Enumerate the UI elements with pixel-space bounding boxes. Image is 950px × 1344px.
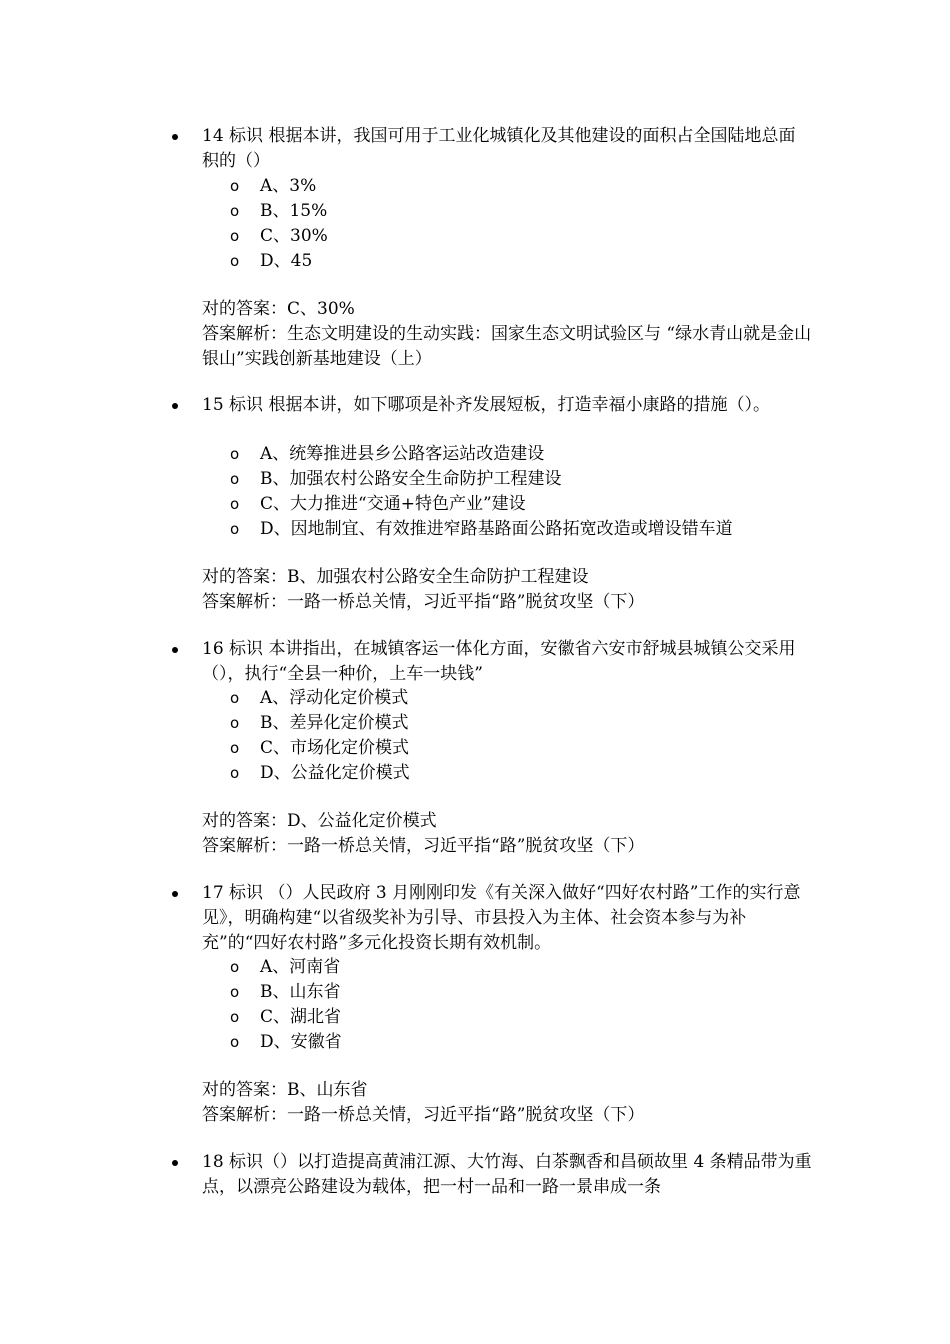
option-marker: o xyxy=(230,689,240,707)
correct-answer: 对的答案：B、山东省 xyxy=(202,1080,368,1100)
question-stem: 18 标识（）以打造提高黄浦江源、大竹海、白茶飘香和昌硕故里 4 条精品带为重点，以漂亮公路建设为载体，把一村一品和一路一景串成一条 xyxy=(202,1152,812,1197)
option-marker: o xyxy=(230,764,240,782)
option-d: o D、安徽省 xyxy=(0,1030,950,1055)
correct-answer: 对的答案：D、公益化定价模式 xyxy=(202,811,437,831)
question-stem: 14 标识 根据本讲，我国可用于工业化城镇化及其他建设的面积占全国陆地总面积的（） xyxy=(202,126,796,171)
option-d: o D、因地制宜、有效推进窄路基路面公路拓宽改造或增设错车道 xyxy=(0,517,950,542)
option-marker: o xyxy=(230,1033,240,1051)
option-marker: o xyxy=(230,495,240,513)
option-c: o C、市场化定价模式 xyxy=(0,736,950,761)
answer-analysis: 答案解析：一路一桥总关情，习近平指“路”脱贫攻坚（下） xyxy=(202,592,645,612)
option-marker: o xyxy=(230,520,240,538)
bullet-icon xyxy=(170,127,182,139)
option-b: o B、山东省 xyxy=(0,980,950,1005)
option-a: o A、3% xyxy=(0,174,950,199)
option-b: o B、加强农村公路安全生命防护工程建设 xyxy=(0,467,950,492)
option-b: o B、差异化定价模式 xyxy=(0,711,950,736)
question-stem: 15 标识 根据本讲，如下哪项是补齐发展短板，打造幸福小康路的措施（）。 xyxy=(202,395,770,415)
option-marker: o xyxy=(230,739,240,757)
correct-answer: 对的答案：B、加强农村公路安全生命防护工程建设 xyxy=(202,567,589,587)
question-stem: 17 标识 （）人民政府 3 月刚刚印发《有关深入做好“四好农村路”工作的实行意见》，明确构建“以省级奖补为引导、市县投入为主体、社会资本参与为补充”的“四好农村路”多元化投资长期有效机制。 xyxy=(202,883,801,953)
option-marker: o xyxy=(230,470,240,488)
option-d: o D、公益化定价模式 xyxy=(0,761,950,786)
option-marker: o xyxy=(230,227,240,245)
option-marker: o xyxy=(230,252,240,270)
bullet-icon xyxy=(170,1153,182,1165)
option-marker: o xyxy=(230,177,240,195)
option-marker: o xyxy=(230,445,240,463)
option-b: o B、15% xyxy=(0,199,950,224)
question-stem: 16 标识 本讲指出，在城镇客运一体化方面，安徽省六安市舒城县城镇公交采用（），执行“全县一种价，上车一块钱” xyxy=(202,639,796,684)
correct-answer: 对的答案：C、30% xyxy=(202,299,355,319)
option-marker: o xyxy=(230,958,240,976)
option-c: o C、大力推进“交通+特色产业”建设 xyxy=(0,492,950,517)
option-marker: o xyxy=(230,202,240,220)
option-marker: o xyxy=(230,714,240,732)
option-c: o C、30% xyxy=(0,224,950,249)
option-a: o A、统筹推进县乡公路客运站改造建设 xyxy=(0,442,950,467)
answer-analysis: 答案解析：生态文明建设的生动实践：国家生态文明试验区与 “绿水青山就是金山银山”实践创新基地建设（上） xyxy=(202,324,812,369)
answer-analysis: 答案解析：一路一桥总关情，习近平指“路”脱贫攻坚（下） xyxy=(202,1105,645,1125)
option-a: o A、浮动化定价模式 xyxy=(0,686,950,711)
option-d: o D、45 xyxy=(0,249,950,274)
bullet-icon xyxy=(170,640,182,652)
option-a: o A、河南省 xyxy=(0,955,950,980)
option-marker: o xyxy=(230,983,240,1001)
option-c: o C、湖北省 xyxy=(0,1005,950,1030)
bullet-icon xyxy=(170,884,182,896)
option-marker: o xyxy=(230,1008,240,1026)
bullet-icon xyxy=(170,396,182,408)
answer-analysis: 答案解析：一路一桥总关情，习近平指“路”脱贫攻坚（下） xyxy=(202,836,645,856)
